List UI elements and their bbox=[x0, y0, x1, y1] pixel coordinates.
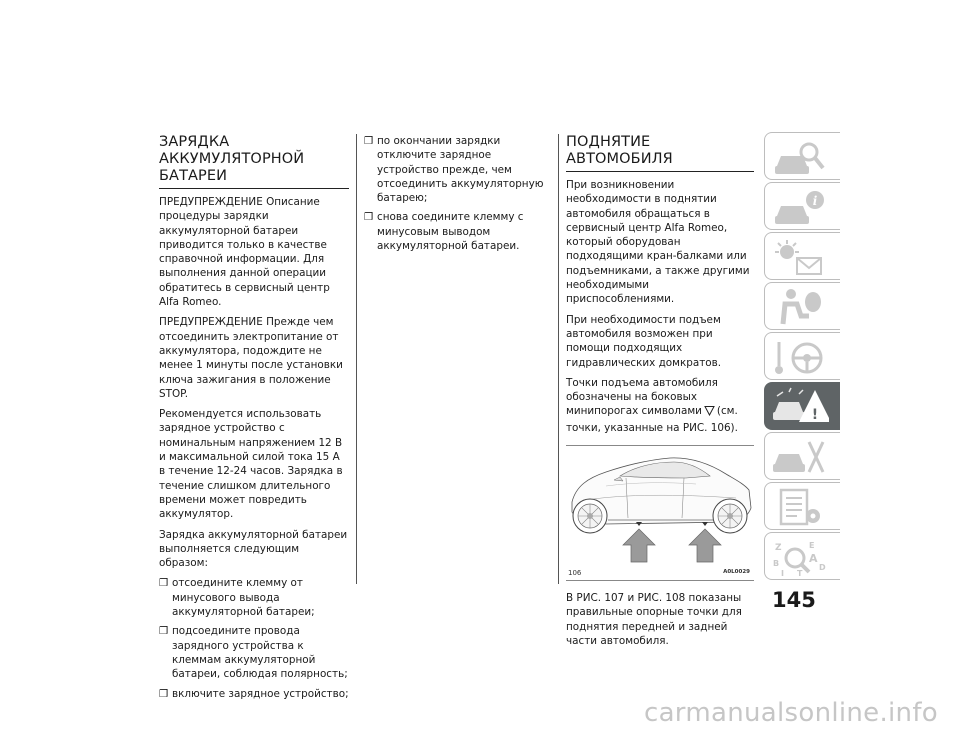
checkbox-bullet-icon: ❒ bbox=[159, 577, 169, 590]
rear-wheel bbox=[713, 499, 747, 533]
column-divider bbox=[558, 134, 559, 584]
warning-paragraph-2: ПРЕДУПРЕЖДЕНИЕ Прежде чем отсоединить электропитание от аккумулятора, подождите не менее 1 минуты после установки ключа зажигания в положение STOP. bbox=[159, 316, 343, 400]
tab-servicing[interactable] bbox=[764, 432, 840, 480]
charger-recommendation-paragraph: Рекомендуется использовать зарядное устройство с номинальным напряжением 12 В и максимальной силой тока 15 А в течение 12-24 часов. Зарядка в течение слишком длительного времени может повредить аккумулятор. bbox=[159, 408, 343, 521]
emergency-car-icon bbox=[769, 386, 829, 428]
column-lifting-vehicle bbox=[566, 134, 754, 654]
svg-text:Z: Z bbox=[775, 543, 782, 553]
figure-car-lift-points bbox=[566, 445, 754, 581]
front-lift-arrow-icon bbox=[623, 529, 655, 562]
tab-starting-driving[interactable] bbox=[764, 332, 840, 380]
column-divider bbox=[356, 134, 357, 584]
tab-in-emergency[interactable] bbox=[764, 382, 840, 430]
list-item-text: включите зарядное устройство; bbox=[172, 687, 349, 700]
list-item-text: подсоедините провода зарядного устройства к клеммам аккумуляторной батареи, соблюдая полярность; bbox=[172, 625, 348, 681]
tab-alphabetical-index[interactable] bbox=[764, 532, 840, 580]
lifting-paragraph-3-text-b: (см. точки, указанные на РИС. 106). bbox=[566, 405, 738, 434]
page-number: 145 bbox=[772, 588, 816, 612]
list-item bbox=[364, 210, 549, 253]
lifting-paragraph-1: При возникновении необходимости в поднятии автомобиля обращаться в сервисный центр Alfa Romeo, который оборудован подходящими кран-балками или подъемниками, а также другими необходимыми приспособлениями. bbox=[566, 179, 750, 306]
svg-text:A: A bbox=[809, 552, 818, 565]
list-item bbox=[159, 687, 349, 701]
tab-safety[interactable] bbox=[764, 282, 840, 330]
list-item-text: по окончании зарядки отключите зарядное устройство прежде, чем отсоединить аккумуляторную батарею; bbox=[377, 135, 544, 205]
section-title-battery-charging: ЗАРЯДКА АККУМУЛЯТОРНОЙ БАТАРЕИ bbox=[159, 134, 349, 189]
column-battery-charging bbox=[159, 134, 349, 706]
svg-text:D: D bbox=[819, 563, 826, 572]
rear-lift-arrow-icon bbox=[689, 529, 721, 562]
procedure-intro-paragraph: Зарядка аккумуляторной батареи выполняется следующим образом: bbox=[159, 528, 348, 570]
technical-data-icon bbox=[769, 486, 829, 528]
warning-paragraph-1: ПРЕДУПРЕЖДЕНИЕ Описание процедуры зарядки аккумуляторной батареи приводится только в качестве справочной информации. Для выполнения данной операции обратитесь в сервисный центр Alfa Romeo. bbox=[159, 196, 330, 309]
checkbox-bullet-icon: ❒ bbox=[159, 687, 169, 700]
car-search-icon bbox=[769, 136, 829, 178]
svg-text:B: B bbox=[773, 559, 780, 568]
checkbox-bullet-icon: ❒ bbox=[159, 625, 169, 638]
svg-text:E: E bbox=[809, 541, 815, 550]
front-wheel bbox=[573, 499, 607, 533]
list-item-text: снова соедините клемму с минусовым выводом аккумуляторной батареи. bbox=[377, 211, 524, 253]
tab-car-search[interactable] bbox=[764, 132, 840, 180]
safety-airbag-icon bbox=[769, 286, 829, 328]
lifting-paragraph-2: При необходимости подъем автомобиля возможен при помощи подходящих гидравлических домкратов. bbox=[566, 313, 722, 369]
column-battery-charging-continued bbox=[364, 134, 549, 258]
svg-text:I: I bbox=[781, 569, 784, 578]
list-item-text: отсоедините клемму от минусового вывода аккумуляторной батареи; bbox=[172, 577, 315, 619]
svg-text:T: T bbox=[797, 569, 803, 578]
svg-text:!: ! bbox=[811, 407, 819, 423]
car-side-illustration bbox=[566, 446, 754, 580]
tab-warning-lights[interactable] bbox=[764, 232, 840, 280]
svg-text:i: i bbox=[812, 194, 818, 208]
tab-technical-data[interactable] bbox=[764, 482, 840, 530]
steering-wheel-icon bbox=[769, 336, 829, 378]
warning-lights-icon bbox=[769, 236, 829, 278]
figure-code: A0L0029 bbox=[723, 569, 750, 576]
checkbox-bullet-icon: ❒ bbox=[364, 211, 374, 224]
lift-point-triangle-icon bbox=[704, 405, 715, 420]
list-item bbox=[159, 576, 349, 619]
lifting-paragraph-3-text-a: Точки подъема автомобиля обозначены на боковых минипорогах символами bbox=[566, 376, 718, 418]
car-info-icon bbox=[769, 186, 829, 228]
list-item bbox=[159, 624, 349, 681]
list-item bbox=[364, 134, 549, 205]
figure-number: 106 bbox=[568, 569, 582, 578]
tab-car-info[interactable] bbox=[764, 182, 840, 230]
checkbox-bullet-icon: ❒ bbox=[364, 135, 374, 147]
watermark: carmanualsonline.info bbox=[643, 698, 938, 728]
alphabetical-index-icon bbox=[769, 536, 829, 578]
car-service-icon bbox=[769, 436, 829, 478]
lifting-paragraph-3 bbox=[566, 376, 754, 435]
lifting-paragraph-4: В РИС. 107 и РИС. 108 показаны правильные опорные точки для поднятия передней и задней части автомобиля. bbox=[566, 592, 742, 647]
section-title-lifting-vehicle: ПОДНЯТИЕ АВТОМОБИЛЯ bbox=[566, 134, 754, 172]
